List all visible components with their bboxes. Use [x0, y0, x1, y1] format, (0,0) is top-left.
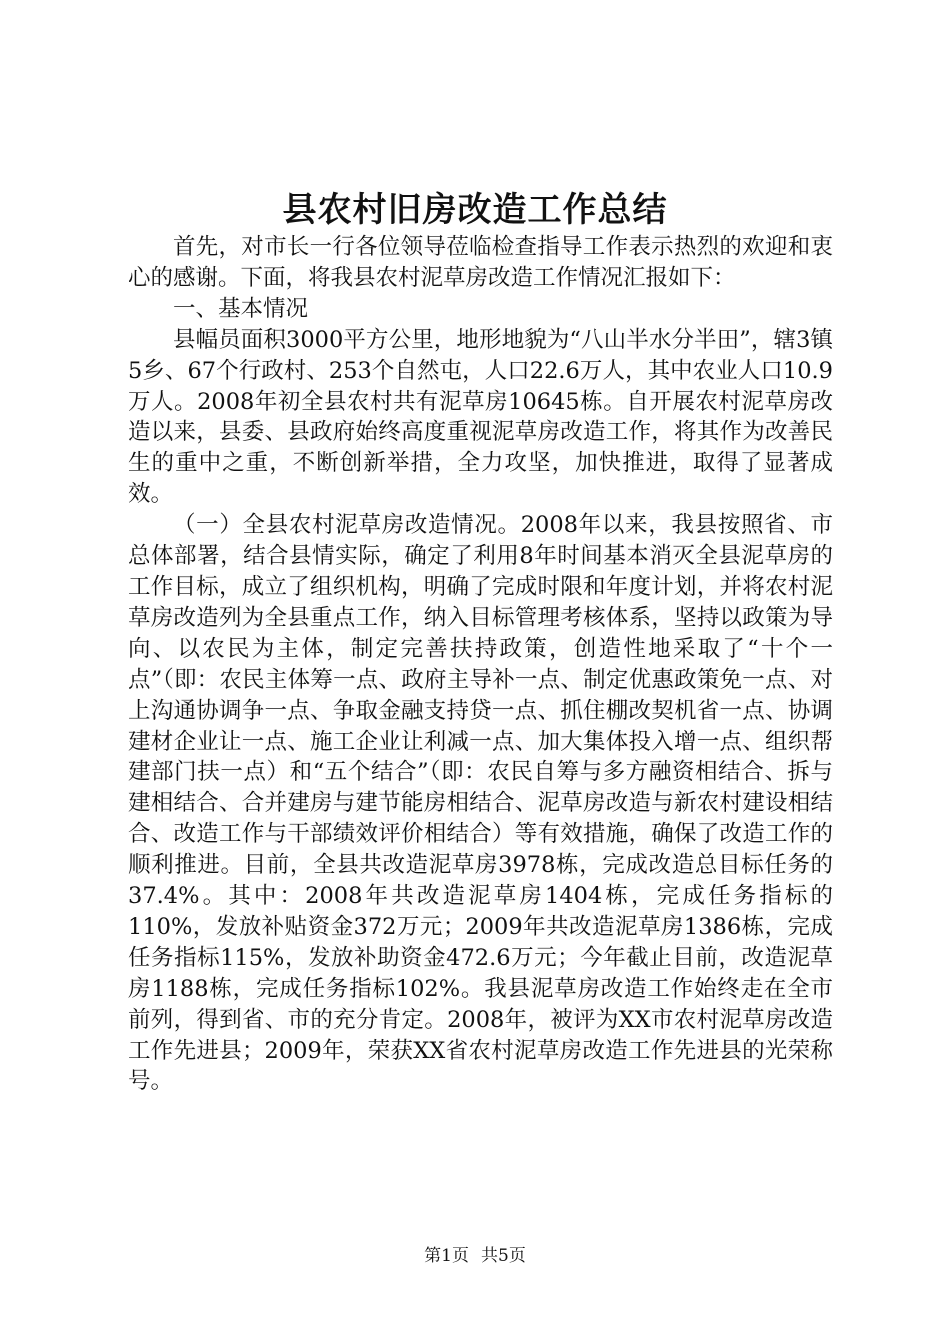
document-title: 县农村旧房改造工作总结: [282, 190, 668, 230]
intro-paragraph: 首先，对市长一行各位领导莅临检查指导工作表示热烈的欢迎和衷心的感谢。下面，将我县农村泥草房改造工作情况汇报如下：: [128, 234, 833, 291]
page-footer: [0, 1244, 950, 1268]
page-total: 共5页: [481, 1246, 526, 1266]
section-heading-basic: 一、基本情况: [173, 295, 309, 322]
basic-info-paragraph: 县幅员面积3000平方公里，地形地貌为“八山半水分半田”，辖3镇5乡、67个行政村、253个自然屯，人口22.6万人，其中农业人口10.9万人。2008年初全县农村共有泥草房10645栋。自开展农村泥草房改造以来，县委、县政府始终高度重视泥草房改造工作，将其作为改善民生的重中之重，不断创新举措，全力攻坚，加快推进，取得了显著成效。: [128, 326, 833, 508]
document-body: [128, 232, 833, 1097]
renovation-status-paragraph: （一）全县农村泥草房改造情况。2008年以来，我县按照省、市总体部署，结合县情实际，确定了利用8年时间基本消灭全县泥草房的工作目标，成立了组织机构，明确了完成时限和年度计划，并将农村泥草房改造列为全县重点工作，纳入目标管理考核体系，坚持以政策为导向、以农民为主体，制定完善扶持政策，创造性地采取了“十个一点”（即：农民主体筹一点、政府主导补一点、制定优惠政策免一点、对上沟通协调争一点、争取金融支持贷一点、抓住棚改契机省一点、协调建材企业让一点、施工企业让利减一点、加大集体投入增一点、组织帮建部门扶一点）和“五个结合”（即：农民自筹与多方融资相结合、拆与建相结合、合并建房与建节能房相结合、泥草房改造与新农村建设相结合、改造工作与干部绩效评价相结合）等有效措施，确保了改造工作的顺利推进。目前，全县共改造泥草房3978栋，完成改造总目标任务的37.4%。其中：2008年共改造泥草房1404栋，完成任务指标的110%，发放补贴资金372万元；2009年共改造泥草房1386栋，完成任务指标115%，发放补助资金472.6万元；今年截止目前，改造泥草房1188栋，完成任务指标102%。我县泥草房改造工作始终走在全市前列，得到省、市的充分肯定。2008年，被评为XX市农村泥草房改造工作先进县；2009年，荣获XX省农村泥草房改造工作先进县的光荣称号。: [128, 512, 833, 1095]
page-number: 第1页: [424, 1246, 469, 1266]
